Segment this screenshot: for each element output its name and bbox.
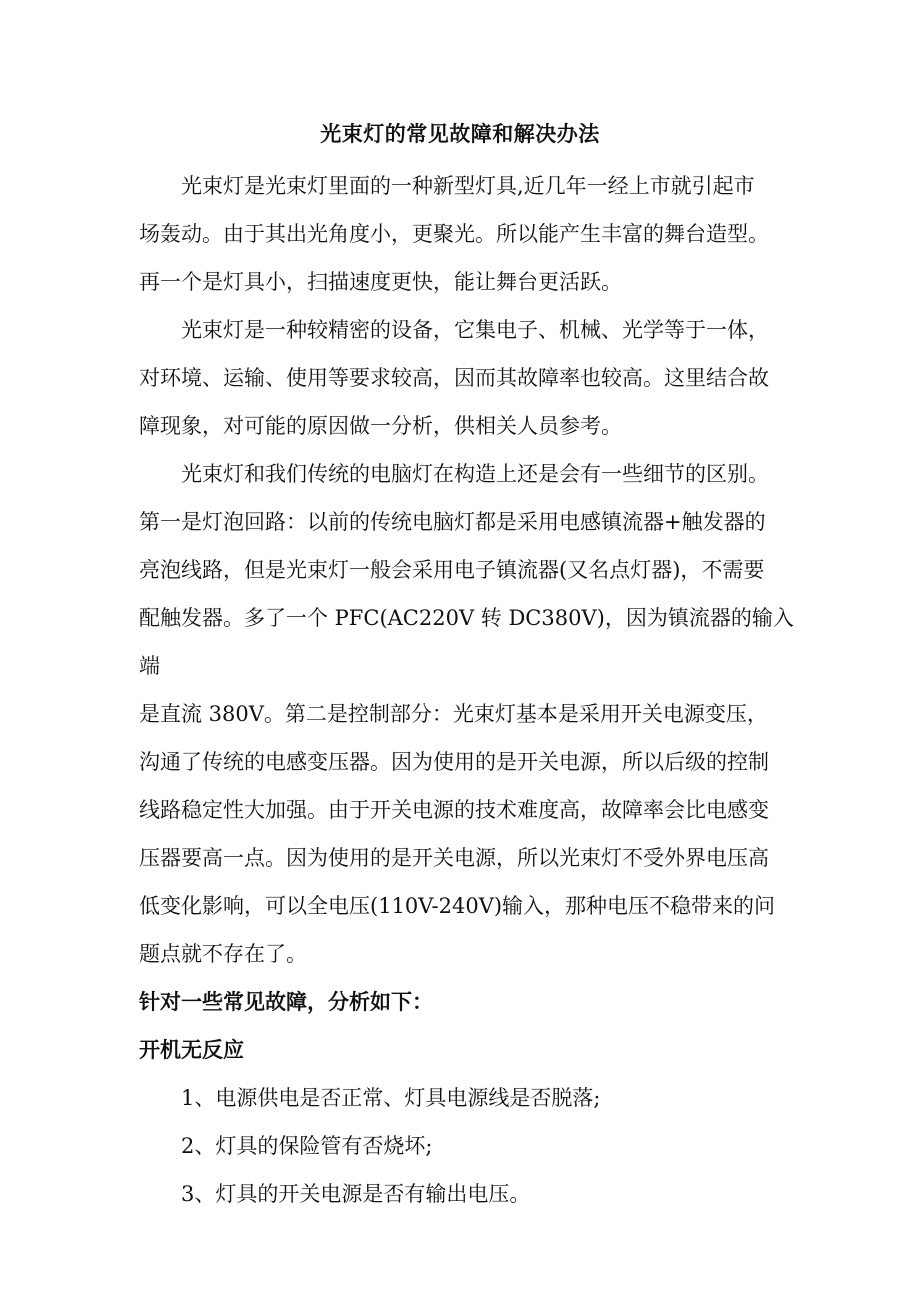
paragraph-line: 题点就不存在了。: [139, 942, 307, 966]
paragraph-intro: [139, 162, 799, 306]
document-body: [139, 162, 799, 1218]
paragraph-line: 光束灯和我们传统的电脑灯在构造上还是会有一些细节的区别。: [181, 462, 769, 486]
paragraph-line: 对环境、运输、使用等要求较高，因而其故障率也较高。这里结合故: [139, 366, 769, 390]
paragraph-line: 光束灯是一种较精密的设备，它集电子、机械、光学等于一体，: [181, 318, 769, 342]
subsection-heading: 开机无反应: [139, 1037, 244, 1062]
paragraph-line: 光束灯是光束灯里面的一种新型灯具,近几年一经上市就引起市: [181, 174, 755, 198]
paragraph-line: 障现象，对可能的原因做一分析，供相关人员参考。: [139, 414, 622, 438]
paragraph-line: 沟通了传统的电感变压器。因为使用的是开关电源，所以后级的控制: [139, 750, 769, 774]
paragraph-structure: [139, 450, 799, 978]
paragraph-line: 亮泡线路，但是光束灯一般会采用电子镇流器(又名点灯器)，不需要: [139, 558, 765, 582]
paragraph-line: 低变化影响，可以全电压(110V-240V)输入，那种电压不稳带来的问: [139, 894, 776, 918]
section-heading: 针对一些常见故障，分析如下：: [139, 989, 433, 1014]
paragraph-line: 第一是灯泡回路：以前的传统电脑灯都是采用电感镇流器+触发器的: [139, 510, 766, 534]
document-title: 光束灯的常见故障和解决办法: [320, 121, 600, 146]
paragraph-line: 压器要高一点。因为使用的是开关电源，所以光束灯不受外界电压高: [139, 846, 769, 870]
list-item: 3、灯具的开关电源是否有输出电压。: [181, 1182, 531, 1206]
paragraph-line: 是直流 380V。第二是控制部分：光束灯基本是采用开关电源变压，: [139, 702, 768, 726]
paragraph-line: 线路稳定性大加强。由于开关电源的技术难度高，故障率会比电感变: [139, 798, 769, 822]
list-item: 1、电源供电是否正常、灯具电源线是否脱落;: [181, 1086, 601, 1110]
list-item: 2、灯具的保险管有否烧坏;: [181, 1134, 433, 1158]
paragraph-precision: [139, 306, 799, 450]
paragraph-line: 再一个是灯具小，扫描速度更快，能让舞台更活跃。: [139, 270, 622, 294]
paragraph-line: 配触发器。多了一个 PFC(AC220V 转 DC380V)，因为镇流器的输入端: [139, 606, 794, 678]
paragraph-line: 场轰动。由于其出光角度小，更聚光。所以能产生丰富的舞台造型。: [139, 222, 769, 246]
